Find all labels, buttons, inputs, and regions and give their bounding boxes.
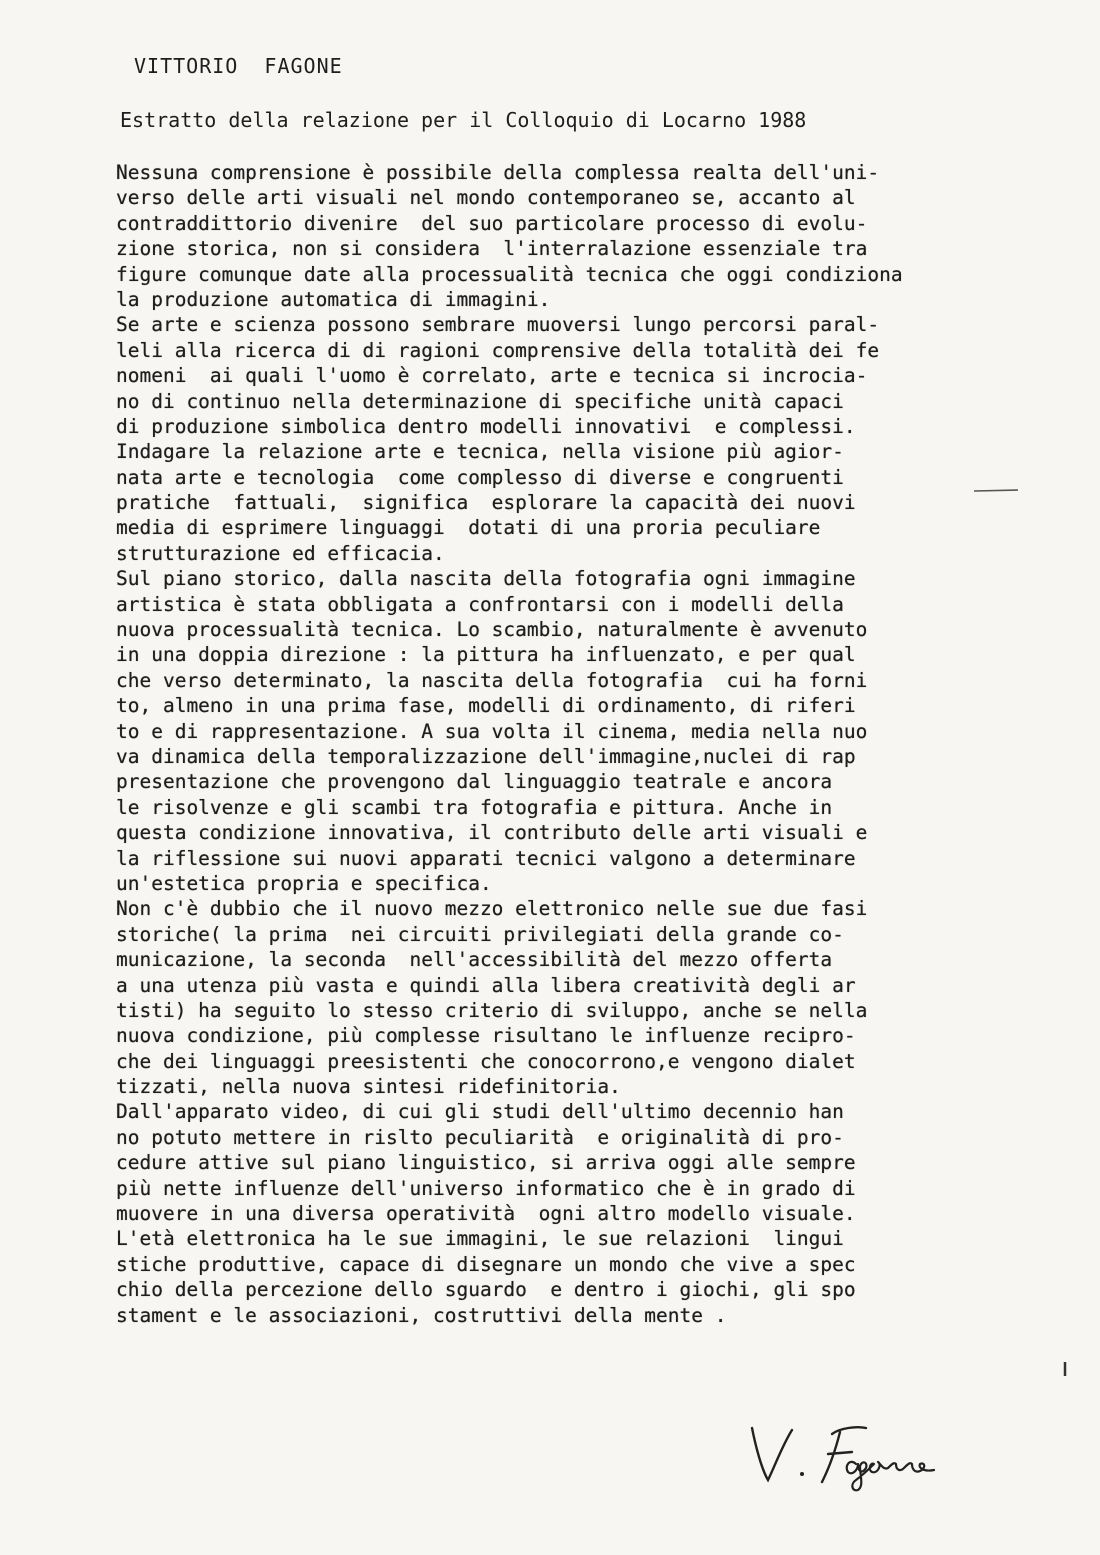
- text-line: Non c'è dubbio che il nuovo mezzo elettronico nelle sue due fasi: [116, 897, 868, 921]
- text-line: zione storica, non si considera l'interralazione essenziale tra: [116, 237, 868, 261]
- text-line: chio della percezione dello sguardo e dentro i giochi, gli spo: [116, 1278, 856, 1302]
- text-line: stiche produttive, capace di disegnare un mondo che vive a spec: [116, 1252, 856, 1276]
- margin-dash-mark: [972, 486, 1022, 496]
- text-line: questa condizione innovativa, il contributo delle arti visuali e: [116, 821, 868, 845]
- text-line: to e di rappresentazione. A sua volta il cinema, media nella nuo: [116, 719, 868, 743]
- text-line: verso delle arti visuali nel mondo contemporaneo se, accanto al: [116, 186, 856, 210]
- text-line: stament e le associazioni, costruttivi della mente .: [116, 1303, 727, 1327]
- text-line: storiche( la prima nei circuiti privilegiati della grande co-: [116, 922, 844, 946]
- text-line: leli alla ricerca di di ragioni comprensive della totalità dei fe: [116, 338, 880, 362]
- text-line: va dinamica della temporalizzazione dell'immagine,nuclei di rap: [116, 744, 856, 768]
- text-line: Dall'apparato video, di cui gli studi dell'ultimo decennio han: [116, 1100, 844, 1124]
- text-line: presentazione che provengono dal linguaggio teatrale e ancora: [116, 770, 833, 794]
- text-line: municazione, la seconda nell'accessibilità del mezzo offerta: [116, 948, 833, 972]
- margin-tick-mark: [1060, 1360, 1070, 1380]
- text-line: Se arte e scienza possono sembrare muoversi lungo percorsi paral-: [116, 313, 880, 337]
- text-line: pratiche fattuali, significa esplorare la capacità dei nuovi: [116, 491, 856, 515]
- text-line: nata arte e tecnologia come complesso di diverse e congruenti: [116, 465, 844, 489]
- text-line: cedure attive sul piano linguistico, si arriva oggi alle sempre: [116, 1151, 856, 1175]
- text-line: L'età elettronica ha le sue immagini, le sue relazioni lingui: [116, 1227, 844, 1251]
- text-line: muovere in una diversa operatività ogni altro modello visuale.: [116, 1202, 856, 1226]
- handwritten-signature: [748, 1418, 948, 1498]
- text-line: nuova processualità tecnica. Lo scambio, naturalmente è avvenuto: [116, 618, 868, 642]
- text-line: no di continuo nella determinazione di specifiche unità capaci: [116, 389, 844, 413]
- text-line: che dei linguaggi preesistenti che conocorrono,e vengono dialet: [116, 1049, 856, 1073]
- text-line: più nette influenze dell'universo informatico che è in grado di: [116, 1176, 856, 1200]
- text-line: un'estetica propria e specifica.: [116, 871, 492, 895]
- text-line: tisti) ha seguito lo stesso criterio di sviluppo, anche se nella: [116, 998, 868, 1022]
- text-line: di produzione simbolica dentro modelli innovativi e complessi.: [116, 414, 856, 438]
- text-line: le risolvenze e gli scambi tra fotografia e pittura. Anche in: [116, 795, 833, 819]
- text-line: nomeni ai quali l'uomo è correlato, arte e tecnica si incrocia-: [116, 364, 868, 388]
- text-line: che verso determinato, la nascita della fotografia cui ha forni: [116, 668, 868, 692]
- text-line: artistica è stata obbligata a confrontarsi con i modelli della: [116, 592, 844, 616]
- text-line: Sul piano storico, dalla nascita della fotografia ogni immagine: [116, 567, 856, 591]
- author-name: VITTORIO FAGONE: [134, 54, 343, 78]
- text-line: strutturazione ed efficacia.: [116, 541, 445, 565]
- text-line: nuova condizione, più complesse risultano le influenze recipro-: [116, 1024, 856, 1048]
- text-line: media di esprimere linguaggi dotati di una proria peculiare: [116, 516, 821, 540]
- text-line: Indagare la relazione arte e tecnica, nella visione più agior-: [116, 440, 844, 464]
- body-text: [116, 160, 1016, 1328]
- text-line: no potuto mettere in rislto peculiarità e originalità di pro-: [116, 1125, 844, 1149]
- text-line: la produzione automatica di immagini.: [116, 287, 551, 311]
- text-line: tizzati, nella nuova sintesi ridefinitoria.: [116, 1075, 621, 1099]
- document-subtitle: Estratto della relazione per il Colloquio di Locarno 1988: [120, 108, 807, 132]
- text-line: to, almeno in una prima fase, modelli di ordinamento, di riferi: [116, 694, 856, 718]
- text-line: contraddittorio divenire del suo particolare processo di evolu-: [116, 211, 868, 235]
- text-line: figure comunque date alla processualità tecnica che oggi condiziona: [116, 262, 903, 286]
- text-line: a una utenza più vasta e quindi alla libera creatività degli ar: [116, 973, 856, 997]
- text-line: in una doppia direzione : la pittura ha influenzato, e per qual: [116, 643, 856, 667]
- text-line: Nessuna comprensione è possibile della complessa realta dell'uni-: [116, 161, 880, 184]
- text-line: la riflessione sui nuovi apparati tecnici valgono a determinare: [116, 846, 856, 870]
